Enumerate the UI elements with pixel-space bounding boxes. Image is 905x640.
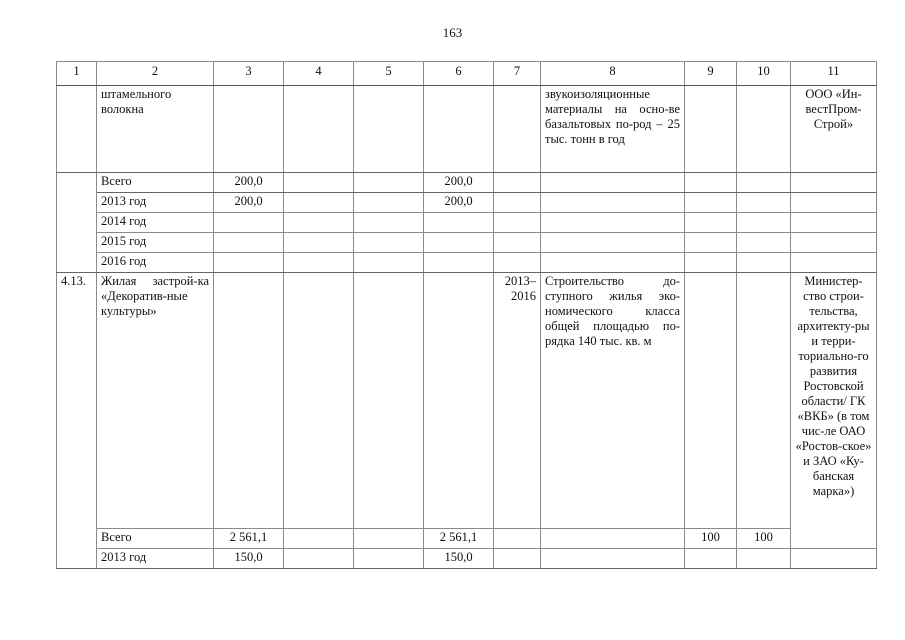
budget-value: 150,0 — [424, 549, 494, 569]
period-cell: 2013– 2016 — [494, 273, 541, 529]
page-number: 163 — [442, 25, 463, 40]
table-row — [57, 86, 877, 173]
row-label: Всего — [97, 529, 214, 549]
header-cell: 2 — [97, 62, 214, 86]
table-row — [57, 193, 877, 213]
item-name-cell: Жилая застрой-ка «Декоратив-ные культуры» — [97, 273, 214, 529]
executor-cell: ООО «Ин-вестПром-Строй» — [791, 86, 877, 173]
table-row — [57, 213, 877, 233]
executor-cell: Министер-ство строи-тельства, архитекту-ры и терри-ториально-го развития Ростовской области/ ГК «ВКБ» (в том чис-ле ОАО «Ростов-ское» и ЗАО «Ку-банская марка») — [791, 273, 877, 549]
row-label: 2014 год — [97, 213, 214, 233]
header-cell: 8 — [541, 62, 685, 86]
table-row — [57, 549, 877, 569]
table-row — [57, 529, 877, 549]
header-cell: 9 — [685, 62, 737, 86]
total-value: 200,0 — [214, 173, 284, 193]
header-cell: 3 — [214, 62, 284, 86]
item-name-cell: штамельного волокна — [97, 86, 214, 173]
table-row — [57, 233, 877, 253]
table-row — [57, 173, 877, 193]
total-value: 150,0 — [214, 549, 284, 569]
header-cell: 6 — [424, 62, 494, 86]
row-label: 2015 год — [97, 233, 214, 253]
header-cell: 7 — [494, 62, 541, 86]
col10-value: 100 — [737, 529, 791, 549]
row-label: 2013 год — [97, 549, 214, 569]
total-value: 200,0 — [214, 193, 284, 213]
header-cell: 4 — [284, 62, 354, 86]
table-row — [57, 273, 877, 529]
row-label: 2013 год — [97, 193, 214, 213]
item-number: 4.13. — [57, 273, 97, 569]
total-value: 2 561,1 — [214, 529, 284, 549]
header-cell: 5 — [354, 62, 424, 86]
header-cell: 1 — [57, 62, 97, 86]
result-cell: Строительство до-ступного жилья эко-номического класса общей площадью по-рядка 140 тыс. кв. м — [541, 273, 685, 529]
budget-table — [56, 61, 877, 569]
budget-value: 200,0 — [424, 173, 494, 193]
result-cell: звукоизоляционные материалы на осно-ве базальтовых по-род – 25 тыс. тонн в год — [541, 86, 685, 173]
header-cell: 11 — [791, 62, 877, 86]
col9-value: 100 — [685, 529, 737, 549]
row-label: 2016 год — [97, 253, 214, 273]
header-cell: 10 — [737, 62, 791, 86]
budget-value: 2 561,1 — [424, 529, 494, 549]
budget-value: 200,0 — [424, 193, 494, 213]
row-label: Всего — [97, 173, 214, 193]
table-row — [57, 253, 877, 273]
header-row — [57, 62, 877, 86]
